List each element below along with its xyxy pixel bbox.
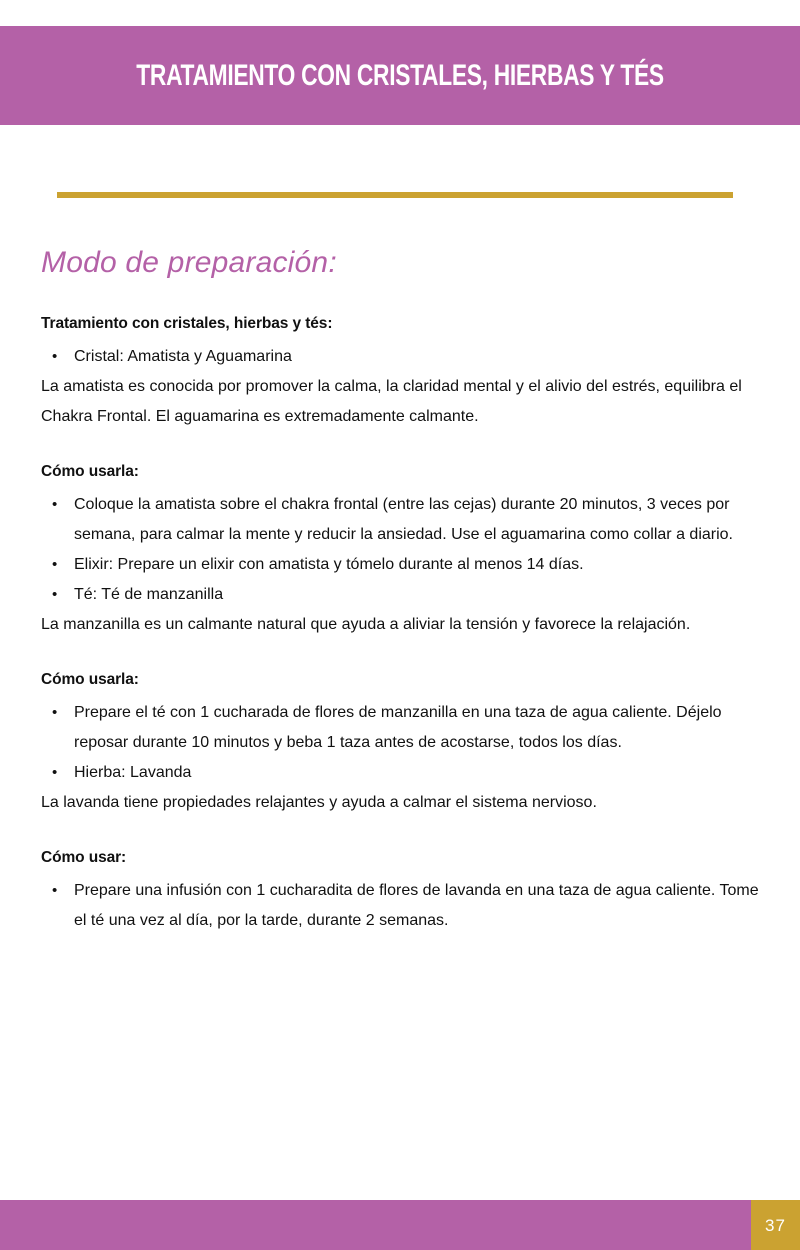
block-paragraph: La lavanda tiene propiedades relajantes y ayuda a calmar el sistema nervioso. [41,793,597,811]
list-item: • Té: Té de manzanilla [41,580,771,610]
block-lead-heading: Tratamiento con cristales, hierbas y tés: [41,315,333,332]
section-heading: Modo de preparación: [41,246,337,279]
page-number-badge [751,1200,800,1250]
content-block-treatment [41,314,771,432]
bullet-list [41,698,771,788]
block-lead-heading: Cómo usar: [41,848,127,866]
block-paragraph: La amatista es conocida por promover la calma, la claridad mental y el alivio del estrés, equilibra el Chakra Frontal. El aguamarina es extremadamente calmante. [41,377,742,425]
block-lead-heading: Cómo usarla: [41,462,139,480]
gold-divider-rule [57,192,733,198]
document-body [41,314,771,936]
list-item: • Cristal: Amatista y Aguamarina [41,342,771,372]
block-paragraph: La manzanilla es un calmante natural que ayuda a aliviar la tensión y favorece la relajación. [41,615,691,633]
block-spacer [41,818,771,848]
bullet-list [41,490,771,610]
page-number: 37 [765,1215,786,1235]
list-item: • Prepare el té con 1 cucharada de flores de manzanilla en una taza de agua caliente. Déjelo reposar durante 10 minutos y beba 1 taza antes de acostarse, todos los días. [41,698,771,758]
list-item: • Elixir: Prepare un elixir con amatista y tómelo durante al menos 14 días. [41,550,771,580]
list-item: • Prepare una infusión con 1 cucharadita de flores de lavanda en una taza de agua caliente. Tome el té una vez al día, por la tarde, durante 2 semanas. [41,876,771,936]
content-block-how-to-use-crystal [41,462,771,640]
page-footer-banner [0,1200,800,1250]
block-spacer [41,432,771,462]
list-item: • Coloque la amatista sobre el chakra frontal (entre las cejas) durante 20 minutos, 3 veces por semana, para calmar la mente y reducir la ansiedad. Use el aguamarina como collar a diario. [41,490,771,550]
list-item: • Hierba: Lavanda [41,758,771,788]
page-header-banner [0,26,800,125]
page-title: TRATAMIENTO CON CRISTALES, HIERBAS Y TÉS [136,58,664,92]
block-spacer [41,640,771,670]
block-lead-heading: Cómo usarla: [41,670,139,688]
content-block-how-to-use-herb [41,848,771,936]
content-block-how-to-use-tea [41,670,771,818]
bullet-list [41,876,771,936]
bullet-list [41,342,771,372]
